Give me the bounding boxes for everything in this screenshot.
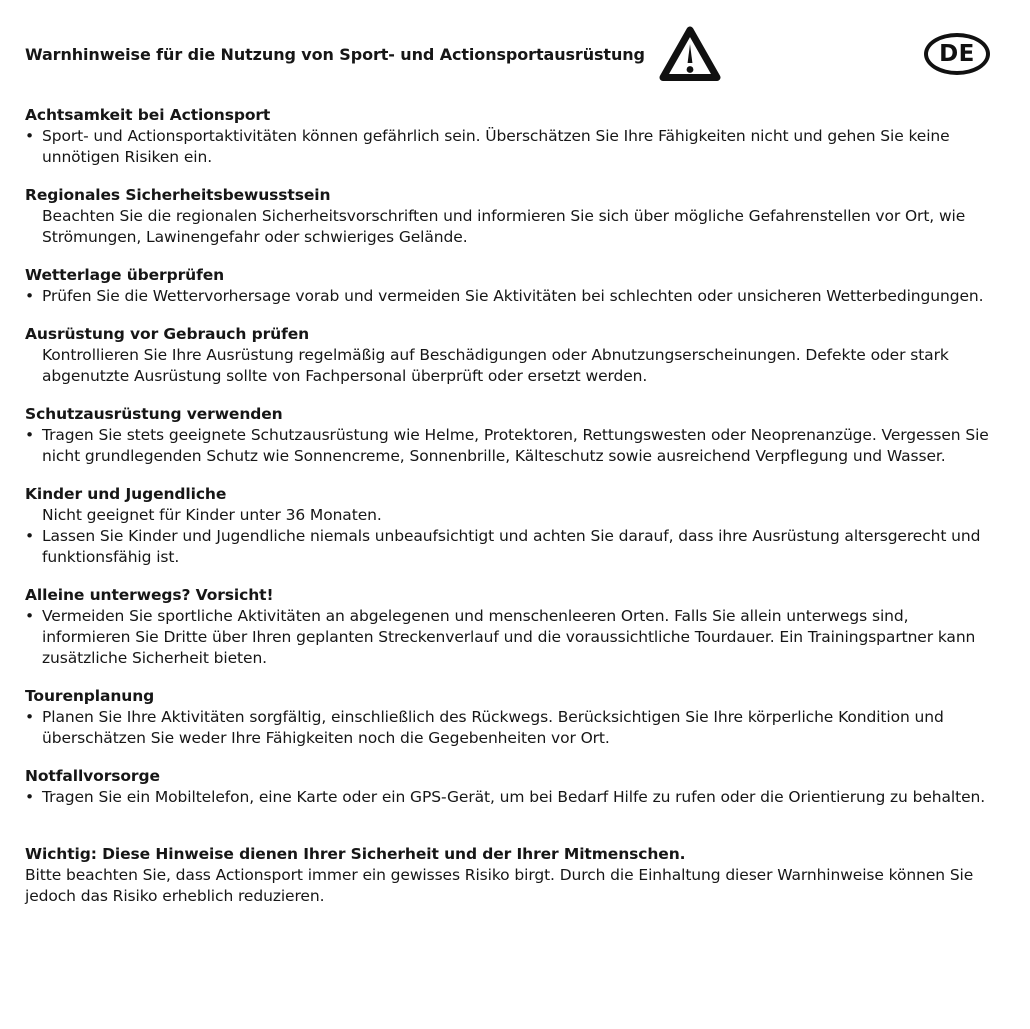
section-heading: Kinder und Jugendliche [25, 485, 227, 503]
bullet-marker: • [25, 426, 35, 444]
item-text: Lassen Sie Kinder und Jugendliche niemals unbeaufsichtigt und achten Sie darauf, dass ihre Ausrüstung altersgerecht und funktionsfähig ist. [42, 527, 981, 566]
section-heading: Wetterlage überprüfen [25, 266, 225, 284]
list-item [25, 505, 996, 526]
bullet-marker: • [25, 788, 35, 806]
document-footer [25, 844, 996, 907]
item-text: Nicht geeignet für Kinder unter 36 Monaten. [42, 506, 382, 524]
list-item [25, 206, 996, 248]
section-heading: Achtsamkeit bei Actionsport [25, 106, 271, 124]
list-item [25, 286, 996, 307]
section [25, 585, 996, 669]
bullet-marker: • [25, 287, 35, 305]
warning-triangle-icon [659, 25, 721, 83]
item-text: Sport- und Actionsportaktivitäten können gefährlich sein. Überschätzen Sie Ihre Fähigkeiten nicht und gehen Sie keine unnötigen Risiken ein. [42, 127, 950, 166]
warning-sections [25, 105, 996, 808]
section-heading: Notfallvorsorge [25, 767, 160, 785]
section-heading: Ausrüstung vor Gebrauch prüfen [25, 325, 310, 343]
bullet-marker [25, 345, 42, 387]
section [25, 265, 996, 307]
bullet-marker [25, 206, 42, 248]
list-item [25, 425, 996, 467]
list-item [25, 787, 996, 808]
bullet-marker: • [25, 607, 35, 625]
bullet-marker: • [25, 127, 35, 145]
section [25, 484, 996, 568]
bullet-marker: • [25, 527, 35, 545]
list-item [25, 707, 996, 749]
footer-heading: Wichtig: Diese Hinweise dienen Ihrer Sicherheit und der Ihrer Mitmenschen. [25, 845, 686, 863]
section-heading: Alleine unterwegs? Vorsicht! [25, 586, 274, 604]
section [25, 324, 996, 387]
section-heading: Regionales Sicherheitsbewusstsein [25, 186, 331, 204]
language-badge [924, 33, 990, 75]
section-heading: Schutzausrüstung verwenden [25, 405, 283, 423]
bullet-marker: • [25, 708, 35, 726]
language-badge-label: DE [939, 40, 975, 67]
section [25, 404, 996, 467]
item-text: Vermeiden Sie sportliche Aktivitäten an abgelegenen und menschenleeren Orten. Falls Sie allein unterwegs sind, informieren Sie Dritte über Ihren geplanten Streckenverlauf und die voraussichtliche Tourdauer. Ein Trainingspartner kann zusätzliche Sicherheit bieten. [42, 607, 976, 667]
footer-text: Bitte beachten Sie, dass Actionsport immer ein gewisses Risiko birgt. Durch die Einhaltung dieser Warnhinweise können Sie jedoch das Risiko erheblich reduzieren. [25, 866, 974, 905]
item-text: Beachten Sie die regionalen Sicherheitsvorschriften und informieren Sie sich über mögliche Gefahrenstellen vor Ort, wie Strömungen, Lawinengefahr oder schwieriges Gelände. [42, 207, 966, 246]
item-text: Tragen Sie stets geeignete Schutzausrüstung wie Helme, Protektoren, Rettungswesten oder Neoprenanzüge. Vergessen Sie nicht grundlegenden Schutz wie Sonnencreme, Sonnenbrille, Kälteschutz sowie ausreichend Verpflegung und Wasser. [42, 426, 989, 465]
section [25, 105, 996, 168]
item-text: Planen Sie Ihre Aktivitäten sorgfältig, einschließlich des Rückwegs. Berücksichtigen Sie Ihre körperliche Kondition und überschätzen Sie weder Ihre Fähigkeiten noch die Gegebenheiten vor Ort. [42, 708, 944, 747]
item-text: Tragen Sie ein Mobiltelefon, eine Karte oder ein GPS-Gerät, um bei Bedarf Hilfe zu rufen oder die Orientierung zu behalten. [42, 788, 986, 806]
page-title: Warnhinweise für die Nutzung von Sport- und Actionsportausrüstung [25, 44, 645, 64]
section [25, 185, 996, 248]
bullet-marker [25, 505, 42, 526]
list-item [25, 345, 996, 387]
list-item [25, 606, 996, 669]
list-item [25, 126, 996, 168]
item-text: Prüfen Sie die Wettervorhersage vorab und vermeiden Sie Aktivitäten bei schlechten oder unsicheren Wetterbedingungen. [42, 287, 984, 305]
section-heading: Tourenplanung [25, 687, 155, 705]
document-header [25, 25, 996, 83]
list-item [25, 526, 996, 568]
item-text: Kontrollieren Sie Ihre Ausrüstung regelmäßig auf Beschädigungen oder Abnutzungserscheinungen. Defekte oder stark abgenutzte Ausrüstung sollte von Fachpersonal überprüft oder ersetzt werden. [42, 346, 949, 385]
section [25, 766, 996, 808]
section [25, 686, 996, 749]
